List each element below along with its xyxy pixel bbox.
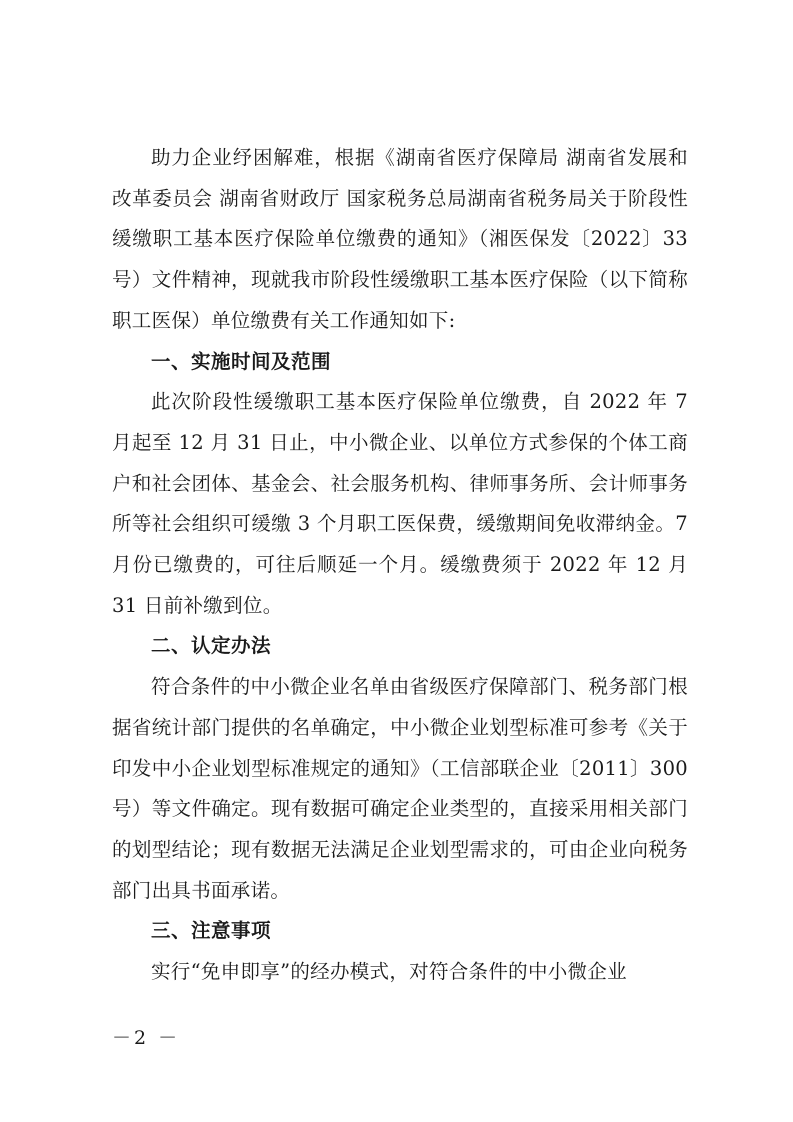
section-body-1: 此次阶段性缓缴职工基本医疗保险单位缴费，自 2022 年 7 月起至 12 月 31 日止，中小微企业、以单位方式参保的个体工商户和社会团体、基金会、社会服务机构、律师事务所、会计师事务所等社会组织可缓缴 3 个月职工医保费，缓缴期间免收滞纳金。7 月份已缴费的，可往后顺延一个月。缓缴费须于 2022 年 12 月 31 日前补缴到位。 bbox=[112, 390, 688, 617]
section-heading-1: 一、实施时间及范围 bbox=[151, 349, 332, 373]
section-heading-2: 二、认定办法 bbox=[151, 634, 272, 658]
section-body-3: 实行“免申即享”的经办模式，对符合条件的中小微企业 bbox=[151, 960, 627, 984]
section-heading-3: 三、注意事项 bbox=[151, 919, 272, 943]
page-number: －2 － bbox=[112, 1027, 181, 1049]
document-body bbox=[112, 138, 688, 993]
intro-paragraph: 助力企业纾困解难，根据《湖南省医疗保障局 湖南省发展和改革委员会 湖南省财政厅 国家税务总局湖南省税务局关于阶段性缓缴职工基本医疗保险单位缴费的通知》（湘医保发〔2022〕33号）文件精神，现就我市阶段性缓缴职工基本医疗保险（以下简称职工医保）单位缴费有关工作通知如下: bbox=[112, 146, 688, 332]
section-body-2: 符合条件的中小微企业名单由省级医疗保障部门、税务部门根据省统计部门提供的名单确定，中小微企业划型标准可参考《关于印发中小企业划型标准规定的通知》（工信部联企业〔2011〕300号）等文件确定。现有数据可确定企业类型的，直接采用相关部门的划型结论；现有数据无法满足企业划型需求的，可由企业向税务部门出具书面承诺。 bbox=[112, 675, 688, 902]
